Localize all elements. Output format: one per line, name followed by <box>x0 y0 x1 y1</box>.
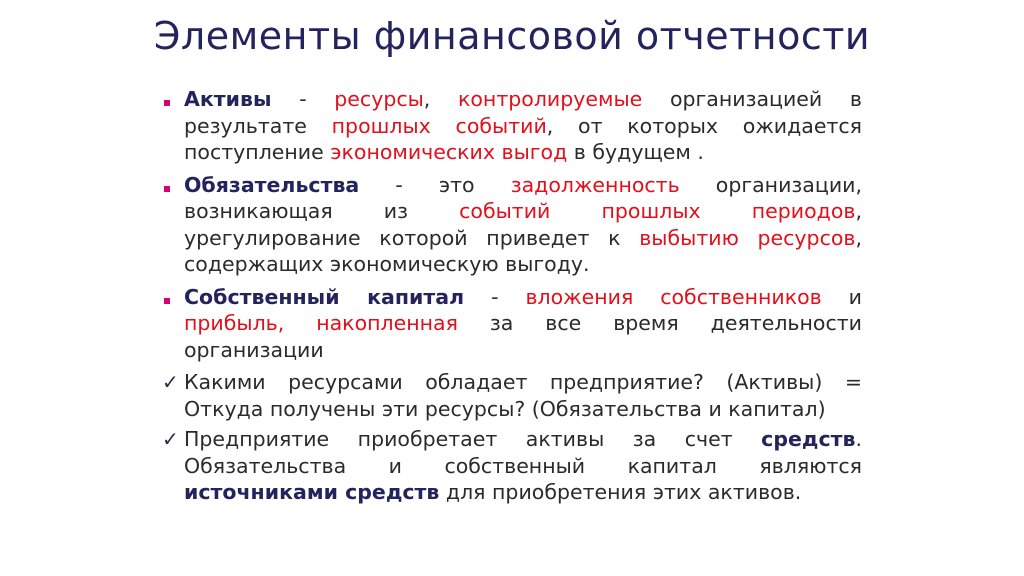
highlight-segment: контролируемые <box>458 87 643 111</box>
text-segment: для приобретения этих активов. <box>439 480 802 504</box>
text-segment: - <box>464 284 526 309</box>
list-item-liabilities <box>164 172 862 278</box>
term-sources-of-funds: источниками средств <box>184 480 440 504</box>
text-segment: Какими ресурсами обладает предприятие? (Активы) = Откуда получены эти ресурсы? (Обязательства и капитал) <box>184 370 862 421</box>
highlight-segment: прибыль, накопленная <box>184 311 458 335</box>
highlight-segment: вложения собственников <box>525 284 822 309</box>
slide-title: Элементы финансовой отчетности <box>153 14 871 58</box>
checkmark-icon: ✓ <box>162 427 179 451</box>
text-segment: за все время деятельности организации <box>184 311 862 362</box>
square-bullet-icon <box>164 284 170 311</box>
highlight-segment: прошлых событий <box>331 113 547 138</box>
list-item-sources <box>164 426 862 506</box>
text-segment: . Обязательства и собственный капитал являются <box>184 427 862 478</box>
highlight-segment: событий прошлых периодов <box>459 199 856 223</box>
term-funds: средств <box>761 427 856 451</box>
square-bullet-icon <box>164 86 170 113</box>
square-bullet-icon <box>164 172 170 199</box>
text-segment: , от которых ожидается поступление <box>184 113 862 164</box>
highlight-segment: ресурсы <box>334 87 424 111</box>
text-segment: в будущем . <box>567 140 704 164</box>
text-segment: и <box>821 284 863 309</box>
text-segment: организации, возникающая из <box>184 172 862 223</box>
text-segment: , урегулирование которой приведет к <box>184 199 862 250</box>
term-assets: Активы <box>184 87 272 111</box>
text-segment: , содержащих экономическую выгоду. <box>184 225 862 276</box>
list-item-assets <box>164 86 862 166</box>
checkmark-icon: ✓ <box>162 370 179 394</box>
text-segment: организацией в результате <box>184 87 862 138</box>
text-segment: - <box>271 87 335 111</box>
list-item-equity <box>164 284 862 364</box>
text-segment: , <box>423 87 458 111</box>
term-liabilities: Обязательства <box>184 172 360 197</box>
bullet-list <box>164 86 862 510</box>
highlight-segment: выбытию ресурсов <box>639 225 856 250</box>
highlight-segment: задолженность <box>510 172 680 197</box>
text-segment: - это <box>359 172 511 197</box>
term-equity: Собственный капитал <box>184 284 465 309</box>
list-item-question <box>164 369 862 422</box>
text-segment: Предприятие приобретает активы за счет <box>184 427 762 451</box>
highlight-segment: экономических выгод <box>330 140 568 164</box>
